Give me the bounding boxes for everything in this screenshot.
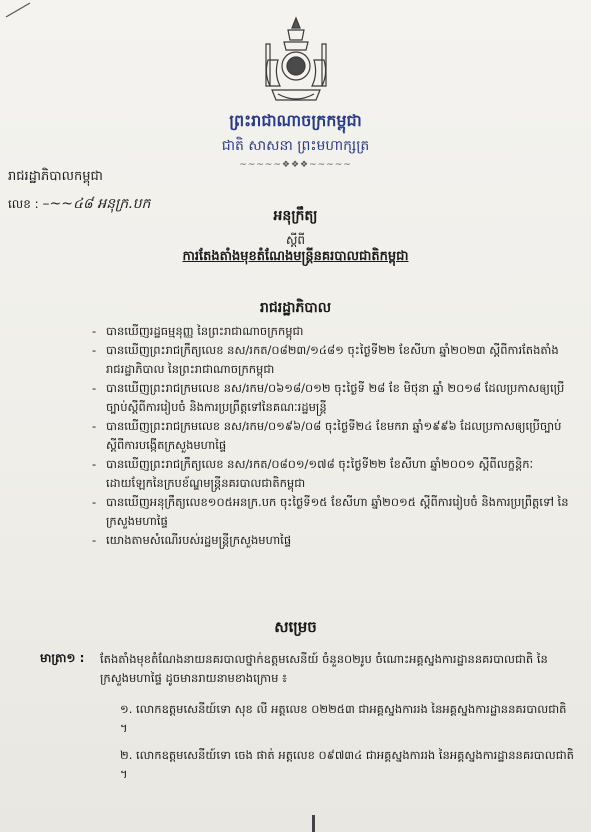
decision-heading: សម្រេច: [274, 618, 317, 636]
document-type: អនុក្រឹត្យ: [273, 208, 318, 224]
preamble-clause: - បានឃើញព្រះរាជក្រឹត្យលេខ នស/រកត/០៨០១/១៧៨ ចុះថ្ងៃទី២២ ខែសីហា ឆ្នាំ២០០១ ស្ដីពីលក្ខន្តិកៈដោយឡែកនៃក្របខ័ណ្ឌមន្ត្រីនគរបាលជាតិកម្ពុជា: [92, 455, 570, 493]
kingdom-title: ព្រះរាជាណាចក្រកម្ពុជា: [229, 111, 362, 130]
binding-mark: [312, 815, 315, 832]
authority-heading: រាជរដ្ឋាភិបាល: [259, 300, 332, 316]
preamble-clause: - បានឃើញព្រះរាជក្រមលេខ នស/រកម/០៦១៨/០១២ ចុះថ្ងៃទី ២៨ ខែ មិថុនា ឆ្នាំ ២០១៨ ដែលប្រកាសឲ្យប្រើច្បាប់ស្ដីពីការរៀបចំ និងការប្រព្រឹត្តទៅនៃគណៈរដ្ឋមន្ត្រី: [92, 379, 570, 417]
appointee-detail: អត្តលេខ ០៩៧៣៤ ជាអគ្គស្នងការរង នៃអគ្គស្នងការដ្ឋាននគរបាលជាតិ ។: [120, 748, 574, 781]
issuing-authority: រាជរដ្ឋាភិបាលកម្ពុជា: [8, 169, 103, 184]
appointee-entry: [120, 746, 575, 784]
reference-handwritten: –~~៤៨ អនុក្រ.បក: [42, 196, 151, 212]
royal-arms-emblem: [258, 14, 334, 106]
appointee-entry: [120, 700, 575, 738]
preamble-clause: - យោងតាមសំណើរបស់រដ្ឋមន្ត្រីក្រសួងមហាផ្ទៃ: [92, 531, 570, 550]
document-subject: ការតែងតាំងមុខតំណែងមន្ត្រីនគរបាលជាតិកម្ពុជា: [182, 249, 409, 264]
pen-stroke-mark: [2, 0, 36, 20]
appointee-detail: អត្តលេខ ០២២៥៣ ជាអគ្គស្នងការរង នៃអគ្គស្នងការដ្ឋាននគរបាលជាតិ ។: [120, 702, 567, 735]
appointee-name: ២. លោកឧត្តមសេនីយ៍ទោ ចេង ផាត់: [120, 748, 275, 762]
appointee-name: ១. លោកឧត្តមសេនីយ៍ទោ សុខ លី: [120, 702, 268, 716]
article-label: មាត្រា១ :: [40, 651, 85, 665]
article-text: តែងតាំងមុខតំណែងនាយនគរបាលថ្នាក់ឧត្តមសេនីយ៍ ចំនួន០២រូប ចំណោះអគ្គស្នងការដ្ឋាននគរបាលជាតិ នៃក្រសួងមហាផ្ទៃ ដូចមានរាយនាមខាងក្រោម ៖: [100, 652, 548, 685]
header-ornament: ~~~~~❖❖❖~~~~~: [239, 160, 352, 170]
preamble-clause: - បានឃើញព្រះរាជក្រមលេខ នស/រកម/០១៩៦/០៨ ចុះថ្ងៃទី២៤ ខែមករា ឆ្នាំ១៩៩៦ ដែលប្រកាសឲ្យប្រើច្បាប់ស្ដីពីការបង្កើតក្រសួងមហាផ្ទៃ: [92, 417, 570, 455]
preamble-clause: - បានឃើញរដ្ឋធម្មនុញ្ញ នៃព្រះរាជាណាចក្រកម្ពុជា: [92, 322, 570, 341]
national-motto: ជាតិ សាសនា ព្រះមហាក្សត្រ: [221, 138, 370, 154]
preamble-clauses: [92, 322, 570, 550]
preamble-clause: - បានឃើញព្រះរាជក្រឹត្យលេខ នស/រកត/០៨២៣/១៤៨១ ចុះថ្ងៃទី២២ ខែសីហា ឆ្នាំ២០២៣ ស្ដីពីការតែងតាំងរាជរដ្ឋាភិបាល នៃព្រះរាជាណាចក្រកម្ពុជា: [92, 341, 570, 379]
reference-prefix: លេខ :: [8, 197, 39, 211]
subject-word: ស្ដីពី: [285, 233, 306, 247]
preamble-clause: - បានឃើញអនុក្រឹត្យលេខ១០៥អនក្រ.បក ចុះថ្ងៃទី១៥ ខែសីហា ឆ្នាំ២០១៥ ស្ដីពីការរៀបចំ និងការប្រព្រឹត្តទៅ នៃក្រសួងមហាផ្ទៃ: [92, 493, 570, 531]
